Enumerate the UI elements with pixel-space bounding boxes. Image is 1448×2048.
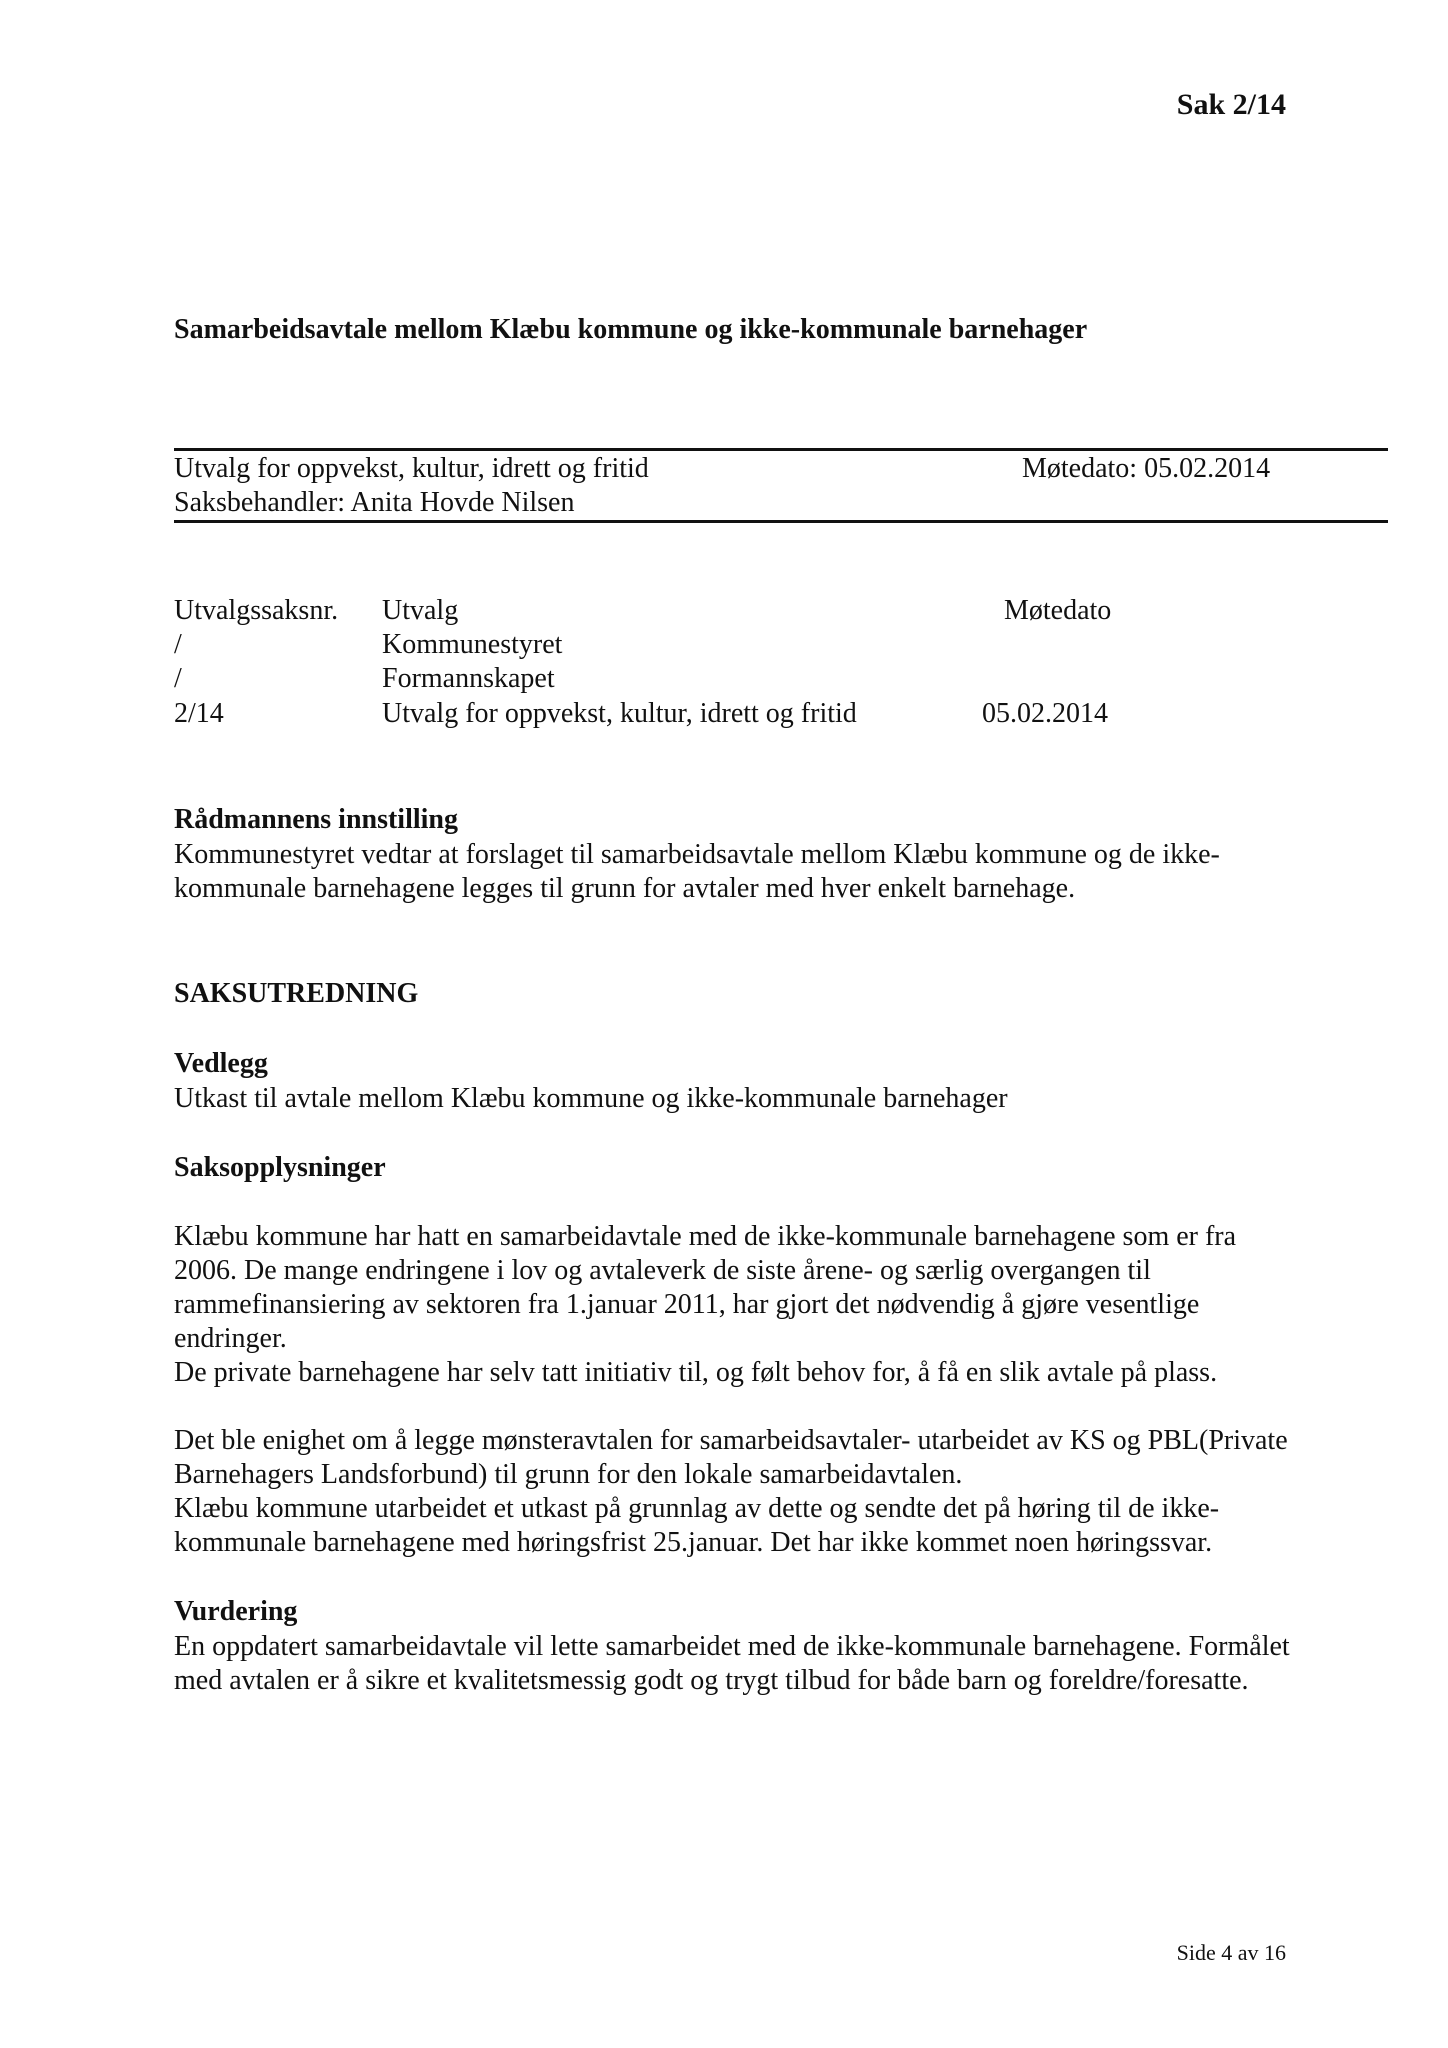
recommendation-text: Kommunestyret vedtar at forslaget til samarbeidsavtale mellom Klæbu kommune og de ikke-kommunale barnehagene legges til grunn for avtaler med hver enkelt barnehage. <box>174 839 1220 904</box>
case-number: Sak 2/14 <box>1176 88 1286 121</box>
table-cell: / <box>174 663 182 694</box>
table-cell: 05.02.2014 <box>982 698 1108 729</box>
committee-name: Utvalg for oppvekst, kultur, idrett og fritid <box>174 453 649 484</box>
table-cell: Kommunestyret <box>382 629 563 660</box>
table-header: Utvalgssaksnr. <box>174 595 339 626</box>
table-cell: 2/14 <box>174 698 224 729</box>
divider-top <box>174 448 1388 451</box>
table-header: Møtedato <box>1004 595 1112 626</box>
case-handler: Saksbehandler: Anita Hovde Nilsen <box>174 487 575 518</box>
assessment-text: En oppdatert samarbeidavtale vil lette samarbeidet med de ikke-kommunale barnehagene. Formålet med avtalen er å sikre et kvalitetsmessig godt og trygt tilbud for både barn og foreldre/foresatte. <box>174 1631 1290 1696</box>
table-header: Utvalg <box>382 595 459 626</box>
recommendation-heading: Rådmannens innstilling <box>174 804 458 835</box>
case-info-paragraph: Klæbu kommune har hatt en samarbeidavtale med de ikke-kommunale barnehagene som er fra 2006. De mange endringene i lov og avtaleverk de siste årene- og særlig overgangen til rammefinansiering av sektoren fra 1.januar 2011, har gjort det nødvendig å gjøre vesentlige endringer. <box>174 1221 1237 1354</box>
table-cell: Utvalg for oppvekst, kultur, idrett og fritid <box>382 698 857 729</box>
case-info-paragraph: Klæbu kommune utarbeidet et utkast på grunnlag av dette og sendte det på høring til de ikke-kommunale barnehagene med høringsfrist 25.januar. Det har ikke kommet noen høringssvar. <box>174 1493 1220 1558</box>
assessment-heading: Vurdering <box>174 1596 298 1627</box>
document-title: Samarbeidsavtale mellom Klæbu kommune og ikke-kommunale barnehager <box>174 314 1088 345</box>
attachment-text: Utkast til avtale mellom Klæbu kommune og ikke-kommunale barnehager <box>174 1083 1008 1114</box>
meeting-date: Møtedato: 05.02.2014 <box>1022 453 1271 484</box>
case-info-heading: Saksopplysninger <box>174 1152 386 1183</box>
table-cell: / <box>174 629 182 660</box>
case-info-paragraph: Det ble enighet om å legge mønsteravtalen for samarbeidsavtaler- utarbeidet av KS og PBL(Private Barnehagers Landsforbund) til grunn for den lokale samarbeidavtalen. <box>174 1425 1288 1490</box>
section-heading: SAKSUTREDNING <box>174 978 419 1009</box>
attachment-heading: Vedlegg <box>174 1048 268 1079</box>
page-number: Side 4 av 16 <box>1176 1940 1286 1965</box>
case-info-paragraph: De private barnehagene har selv tatt initiativ til, og følt behov for, å få en slik avtale på plass. <box>174 1357 1218 1388</box>
divider-bottom <box>174 520 1388 523</box>
table-cell: Formannskapet <box>382 663 555 694</box>
